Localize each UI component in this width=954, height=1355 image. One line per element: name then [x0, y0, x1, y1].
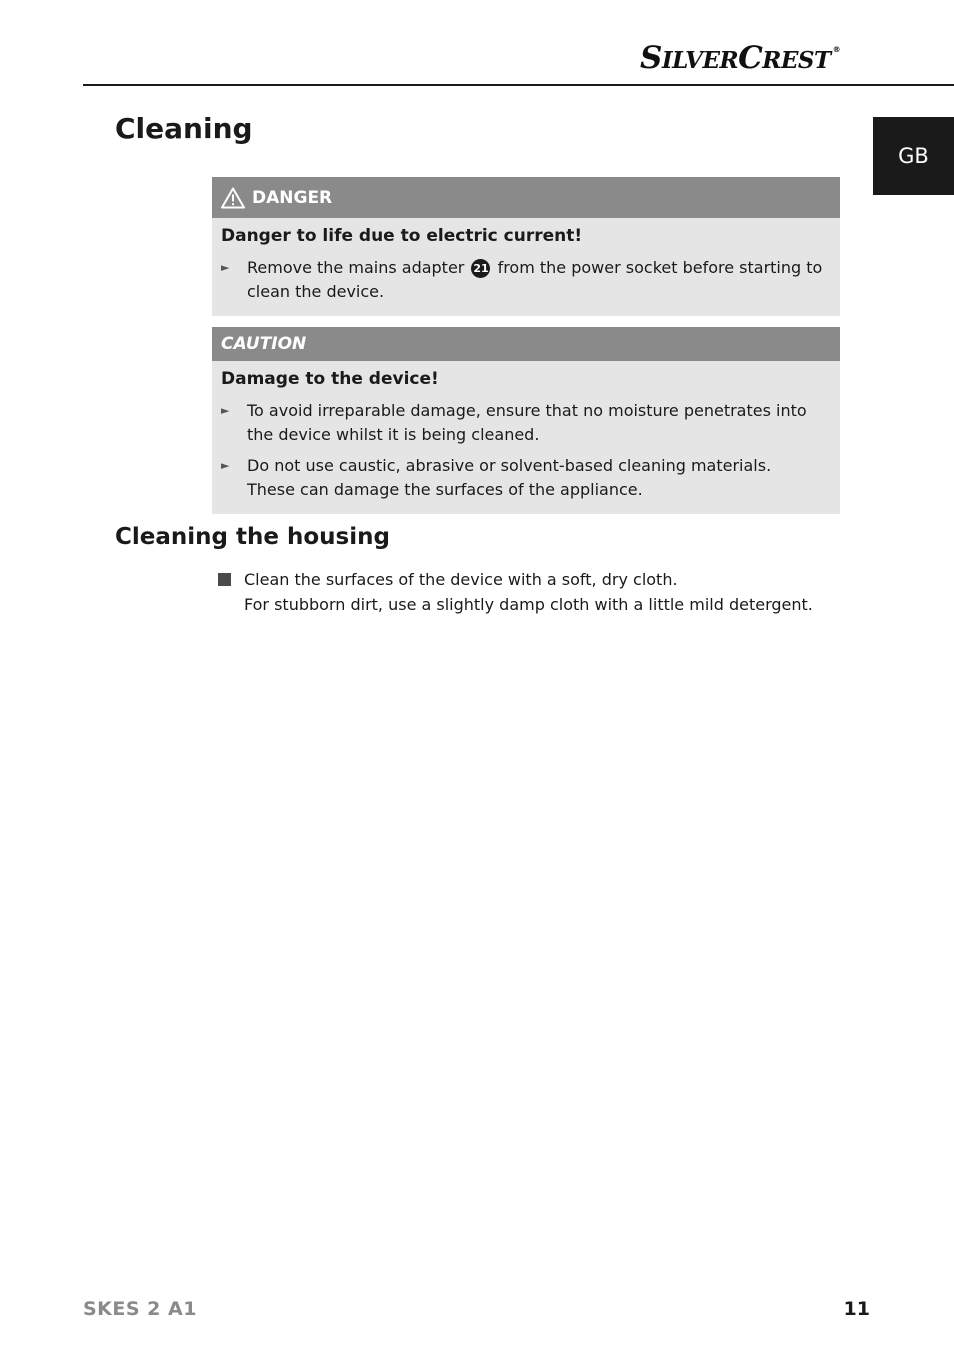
caution-subtitle: Damage to the device!	[221, 369, 439, 389]
caution-list-item	[221, 399, 831, 447]
arrow-bullet-icon: ►	[221, 459, 230, 472]
brand-logo-part-rest: REST	[762, 47, 831, 74]
registered-mark: ®	[832, 45, 841, 54]
arrow-bullet-icon: ►	[221, 404, 230, 417]
square-bullet-icon	[218, 573, 231, 586]
danger-item-text-before: Remove the mains adapter	[247, 258, 465, 277]
page-title: Cleaning	[115, 112, 253, 145]
danger-notice	[212, 177, 840, 316]
caution-heading: CAUTION	[221, 334, 307, 354]
danger-item-text	[247, 256, 831, 304]
caution-notice	[212, 327, 840, 514]
footer-model-name: SKES 2 A1	[83, 1298, 197, 1320]
footer-page-number: 11	[843, 1298, 870, 1320]
reference-number-badge: 21	[471, 259, 490, 278]
caution-notice-header	[212, 327, 840, 361]
caution-list-item	[221, 454, 831, 502]
arrow-bullet-icon: ►	[221, 261, 230, 274]
danger-subtitle: Danger to life due to electric current!	[221, 226, 583, 246]
language-tab-label: GB	[898, 144, 929, 168]
caution-item-line: These can damage the surfaces of the appliance.	[247, 480, 643, 499]
danger-list-item	[221, 256, 831, 304]
caution-notice-body	[212, 361, 840, 514]
brand-logo-initial-s: S	[640, 40, 662, 76]
brand-logo-initial-c: C	[738, 40, 763, 76]
warning-triangle-icon	[221, 187, 245, 209]
housing-item-line: Clean the surfaces of the device with a soft, dry cloth.	[244, 570, 678, 589]
housing-list-item	[218, 567, 858, 617]
danger-notice-header	[212, 177, 840, 218]
header-rule	[83, 84, 954, 86]
danger-heading: DANGER	[252, 187, 333, 208]
caution-item-text	[247, 454, 771, 502]
danger-item-text-after: from the power socket before starting to clean the device.	[247, 258, 823, 301]
housing-item-line: For stubborn dirt, use a slightly damp cloth with a little mild detergent.	[244, 595, 813, 614]
danger-notice-body	[212, 218, 840, 316]
section-title: Cleaning the housing	[115, 524, 390, 550]
caution-item-line: Do not use caustic, abrasive or solvent-based cleaning materials.	[247, 456, 772, 475]
language-tab	[873, 117, 954, 195]
brand-logo-part-ilver: ILVER	[661, 47, 739, 74]
brand-logo	[640, 40, 845, 74]
caution-item-text: To avoid irreparable damage, ensure that no moisture penetrates into the device whilst it is being cleaned.	[247, 401, 807, 444]
housing-item-text	[244, 567, 813, 617]
